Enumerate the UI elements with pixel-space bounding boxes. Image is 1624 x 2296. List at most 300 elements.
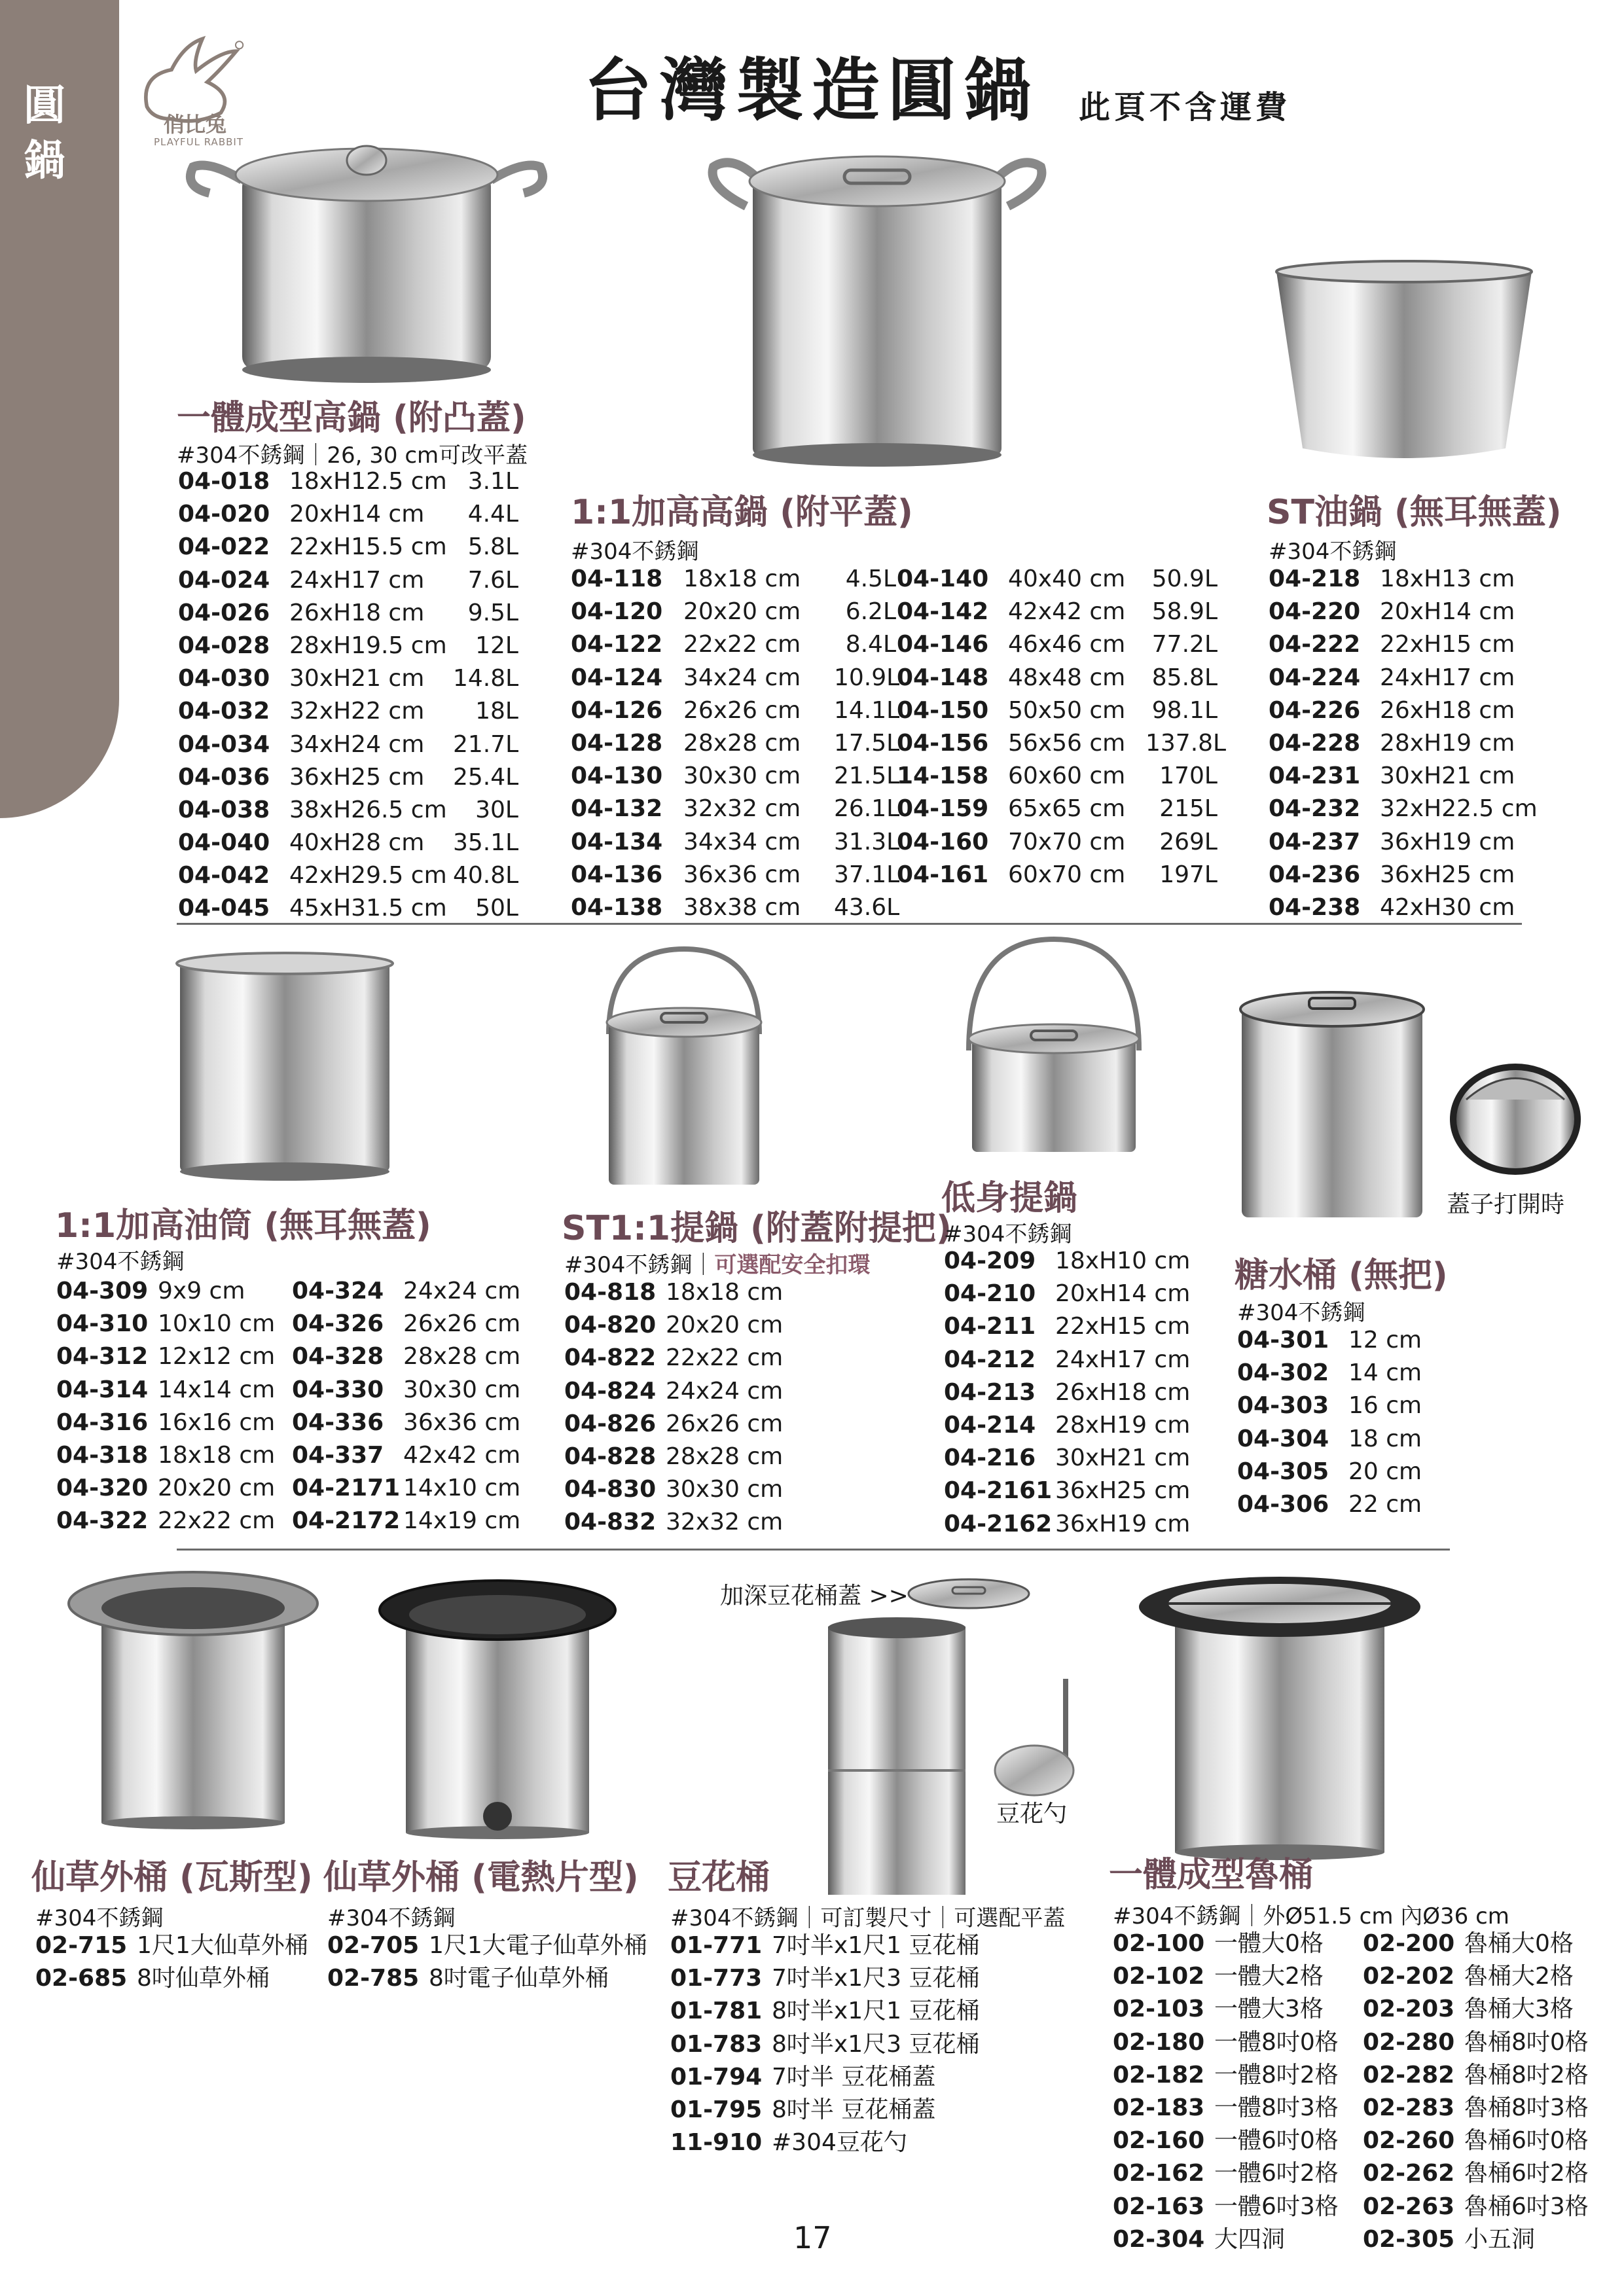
product-spec: 36x36 cm xyxy=(683,861,801,888)
product-row xyxy=(571,826,900,859)
section-meta: #304不銹鋼 xyxy=(56,1249,185,1275)
product-spec: 魯桶6吋0格 xyxy=(1464,2127,1589,2155)
product-list xyxy=(56,1275,289,1538)
product-row xyxy=(178,531,518,564)
product-row xyxy=(1237,1357,1453,1390)
product-spec: 18xH12.5 cm xyxy=(289,468,447,495)
product-row xyxy=(178,794,518,827)
section-meta: #304不銹鋼 xyxy=(35,1905,164,1931)
product-row xyxy=(944,1245,1212,1278)
product-volume: 37.1L xyxy=(834,861,900,888)
product-code: 14-158 xyxy=(897,762,989,790)
product-code: 04-132 xyxy=(571,795,663,823)
product-spec: 42xH29.5 cm xyxy=(289,862,447,889)
product-spec: 60x60 cm xyxy=(1008,762,1126,790)
product-spec: 22x22 cm xyxy=(683,631,801,658)
product-row xyxy=(292,1505,534,1537)
product-code: 02-100 xyxy=(1113,1930,1205,1957)
product-row xyxy=(1363,1928,1615,1960)
product-code: 01-771 xyxy=(670,1932,763,1959)
product-spec: 28x28 cm xyxy=(683,729,801,757)
product-volume: 21.7L xyxy=(453,730,519,758)
product-spec: 24xH17 cm xyxy=(1380,664,1515,691)
product-code: 04-142 xyxy=(897,598,989,626)
product-code: 02-183 xyxy=(1113,2094,1205,2121)
pot-illustration xyxy=(167,949,403,1185)
product-row xyxy=(944,1442,1212,1475)
product-row xyxy=(1363,2223,1615,2256)
product-row xyxy=(1113,2059,1358,2092)
product-spec: 36xH19 cm xyxy=(1055,1510,1191,1537)
product-row xyxy=(1363,2125,1615,2157)
product-code: 01-794 xyxy=(670,2063,763,2090)
product-row xyxy=(944,1409,1212,1442)
product-row xyxy=(178,465,518,498)
product-row xyxy=(897,826,1218,859)
product-volume: 18L xyxy=(475,698,518,725)
product-spec: 20x20 cm xyxy=(683,598,801,626)
product-volume: 269L xyxy=(1159,828,1218,855)
product-code: 04-828 xyxy=(564,1443,657,1470)
product-row xyxy=(897,859,1218,891)
product-spec: 18x18 cm xyxy=(666,1279,784,1306)
product-row xyxy=(178,597,518,630)
product-spec: 魯桶6吋2格 xyxy=(1464,2160,1589,2187)
side-tab-label: 圓鍋 xyxy=(24,82,65,185)
product-row xyxy=(564,1276,829,1309)
product-list xyxy=(564,1276,829,1539)
product-code: 04-303 xyxy=(1237,1392,1329,1420)
product-row xyxy=(897,628,1218,661)
product-code: 04-236 xyxy=(1269,861,1361,888)
product-spec: 10x10 cm xyxy=(158,1310,276,1338)
product-spec: 28x28 cm xyxy=(666,1443,784,1470)
product-row xyxy=(1269,793,1550,825)
product-spec: 36xH25 cm xyxy=(1055,1477,1191,1505)
product-code: 04-304 xyxy=(1237,1425,1329,1452)
product-spec: 40x40 cm xyxy=(1008,565,1126,592)
product-code: 04-306 xyxy=(1237,1490,1329,1518)
product-row xyxy=(897,793,1218,825)
product-code: 04-211 xyxy=(944,1313,1036,1340)
product-row xyxy=(564,1309,829,1342)
product-row xyxy=(564,1375,829,1408)
product-spec: 30x30 cm xyxy=(403,1376,521,1403)
section-title: 1:1加高高鍋 (附平蓋) xyxy=(571,493,913,532)
product-volume: 4.4L xyxy=(467,501,518,528)
product-spec: 14x19 cm xyxy=(403,1507,521,1535)
product-code: 04-231 xyxy=(1269,762,1361,790)
product-row xyxy=(56,1340,289,1373)
product-code: 04-820 xyxy=(564,1312,657,1339)
product-spec: 45xH31.5 cm xyxy=(289,895,447,922)
product-row xyxy=(944,1344,1212,1376)
product-code: 04-226 xyxy=(1269,696,1361,724)
product-spec: 一體大3格 xyxy=(1214,1996,1324,2023)
product-code: 04-337 xyxy=(292,1441,384,1469)
product-code: 04-118 xyxy=(571,565,663,592)
product-row xyxy=(1269,596,1550,628)
product-code: 04-130 xyxy=(571,762,663,790)
product-code: 04-232 xyxy=(1269,795,1361,823)
product-spec: 32xH22.5 cm xyxy=(1380,795,1538,823)
product-list xyxy=(1269,563,1550,924)
product-code: 04-040 xyxy=(178,829,270,857)
product-row xyxy=(56,1374,289,1407)
product-spec: 38xH26.5 cm xyxy=(289,796,447,823)
section-meta: #304不銹鋼 xyxy=(571,539,699,565)
product-row xyxy=(56,1505,289,1537)
product-row xyxy=(1269,694,1550,727)
product-code: 02-260 xyxy=(1363,2127,1455,2155)
product-row xyxy=(670,1962,994,1995)
product-spec: 小五洞 xyxy=(1464,2225,1536,2253)
product-code: 02-304 xyxy=(1113,2225,1205,2253)
product-spec: 30x30 cm xyxy=(683,762,801,790)
product-row xyxy=(897,662,1218,694)
product-spec: 50x50 cm xyxy=(1008,696,1126,724)
product-code: 04-312 xyxy=(56,1343,149,1371)
product-row xyxy=(1269,628,1550,661)
pot-illustration xyxy=(1136,1574,1424,1862)
product-code: 04-324 xyxy=(292,1278,384,1304)
product-spec: 26xH18 cm xyxy=(289,599,425,626)
product-row xyxy=(897,760,1218,793)
product-row xyxy=(571,628,896,661)
product-code: 04-032 xyxy=(178,698,270,725)
lid-open-icon xyxy=(1447,1060,1584,1178)
product-list xyxy=(571,563,900,924)
product-code: 04-148 xyxy=(897,664,989,691)
product-row xyxy=(292,1340,534,1373)
product-code: 02-182 xyxy=(1113,2061,1205,2089)
product-code: 02-163 xyxy=(1113,2193,1205,2220)
product-code: 02-180 xyxy=(1113,2028,1205,2056)
product-volume: 40.8L xyxy=(453,862,519,889)
logo-name: 俏比兔 xyxy=(164,112,227,137)
section-meta: #304不銹鋼 xyxy=(327,1905,456,1931)
product-volume: 21.5L xyxy=(834,762,900,790)
logo-subtitle: PLAYFUL RABBIT xyxy=(154,136,244,148)
product-spec: 18xH13 cm xyxy=(1380,565,1515,592)
product-spec: 20x20 cm xyxy=(158,1475,276,1502)
product-code: 04-238 xyxy=(1269,893,1361,921)
product-spec: 20x20 cm xyxy=(666,1312,784,1339)
product-code: 02-263 xyxy=(1363,2193,1455,2220)
product-spec: 14 cm xyxy=(1348,1359,1422,1387)
product-spec: 26x26 cm xyxy=(666,1410,784,1437)
product-code: 02-685 xyxy=(35,1965,128,1992)
product-code: 04-302 xyxy=(1237,1359,1329,1387)
product-spec: 12 cm xyxy=(1348,1327,1422,1354)
product-row xyxy=(1363,2092,1615,2125)
product-spec: 8吋仙草外桶 xyxy=(137,1965,270,1992)
product-row xyxy=(897,727,1227,760)
product-code: 04-328 xyxy=(292,1343,384,1371)
product-spec: 24xH17 cm xyxy=(1055,1346,1191,1373)
product-spec: 24x24 cm xyxy=(666,1377,784,1405)
product-spec: 14x10 cm xyxy=(403,1475,521,1502)
product-code: 04-146 xyxy=(897,631,989,658)
product-spec: 26x26 cm xyxy=(683,696,801,724)
product-row xyxy=(35,1929,314,1962)
product-spec: 26x26 cm xyxy=(403,1310,521,1338)
product-code: 04-128 xyxy=(571,729,663,757)
section-meta: #304不銹鋼｜26, 30 cm可改平蓋 xyxy=(177,442,528,469)
ladle-caption: 豆花勺 xyxy=(996,1801,1068,1827)
product-code: 04-220 xyxy=(1269,598,1361,626)
product-spec: 18 cm xyxy=(1348,1425,1422,1452)
product-spec: 22 cm xyxy=(1348,1490,1422,1518)
pot-illustration xyxy=(376,1574,619,1842)
product-spec: 1尺1大仙草外桶 xyxy=(137,1932,308,1959)
page-title: 台灣製造圓鍋 xyxy=(584,50,1040,130)
product-volume: 14.8L xyxy=(453,665,519,692)
product-volume: 215L xyxy=(1159,795,1218,823)
section-meta-text: #304不銹鋼｜ xyxy=(564,1252,715,1278)
product-spec: 一體8吋2格 xyxy=(1214,2061,1339,2089)
product-volume: 85.8L xyxy=(1151,664,1218,691)
product-list xyxy=(1363,1928,1615,2256)
product-row xyxy=(1269,727,1550,760)
section-meta-option: 可選配安全扣環 xyxy=(714,1252,871,1278)
product-row xyxy=(1237,1423,1453,1456)
product-code: 04-018 xyxy=(178,468,270,495)
product-spec: 8吋電子仙草外桶 xyxy=(429,1965,609,1992)
product-spec: 20xH14 cm xyxy=(1055,1280,1191,1308)
product-row xyxy=(564,1441,829,1473)
product-code: 04-222 xyxy=(1269,631,1361,658)
product-code: 04-301 xyxy=(1237,1327,1329,1354)
product-row xyxy=(178,695,518,728)
product-code: 04-138 xyxy=(571,893,663,921)
product-code: 04-134 xyxy=(571,828,663,855)
product-code: 02-262 xyxy=(1363,2160,1455,2187)
product-spec: 18x18 cm xyxy=(683,565,801,592)
product-volume: 50L xyxy=(475,895,518,922)
product-list xyxy=(35,1929,314,1995)
product-row xyxy=(35,1962,314,1995)
product-code: 04-126 xyxy=(571,696,663,724)
product-row xyxy=(1269,760,1550,793)
product-list xyxy=(944,1245,1212,1541)
product-row xyxy=(564,1506,829,1539)
product-code: 04-210 xyxy=(944,1280,1036,1308)
product-code: 04-022 xyxy=(178,533,270,561)
section-title: 一體成型高鍋 (附凸蓋) xyxy=(177,399,526,438)
section-meta: #304不銹鋼 xyxy=(1269,539,1397,565)
lid-icon xyxy=(907,1574,1031,1610)
product-code: 04-310 xyxy=(56,1310,149,1338)
product-spec: 22x22 cm xyxy=(666,1344,784,1372)
product-spec: 36xH19 cm xyxy=(1380,828,1515,855)
product-spec: 7吋半 豆花桶蓋 xyxy=(772,2063,936,2090)
product-list xyxy=(178,465,518,925)
product-row xyxy=(564,1342,829,1374)
product-code: 04-160 xyxy=(897,828,989,855)
product-row xyxy=(178,827,518,859)
product-code: 02-280 xyxy=(1363,2028,1455,2056)
product-row xyxy=(1363,2026,1615,2059)
ladle-icon xyxy=(988,1672,1087,1803)
tofu-lid-caption: 加深豆花桶蓋 >> xyxy=(720,1583,909,1609)
product-volume: 6.2L xyxy=(845,598,896,626)
product-row xyxy=(571,694,900,727)
product-spec: 38x38 cm xyxy=(683,893,801,921)
product-code: 04-034 xyxy=(178,730,270,758)
product-spec: 魯桶8吋0格 xyxy=(1464,2028,1589,2056)
product-row xyxy=(178,498,518,531)
product-row xyxy=(1269,826,1550,859)
product-spec: 一體6吋2格 xyxy=(1214,2160,1339,2187)
product-row xyxy=(1269,563,1550,596)
product-row xyxy=(1269,859,1550,891)
product-row xyxy=(1237,1324,1453,1357)
product-code: 04-120 xyxy=(571,598,663,626)
product-list xyxy=(897,563,1227,891)
product-code: 04-209 xyxy=(944,1247,1036,1274)
product-row xyxy=(1113,2157,1358,2190)
section-title: ST1:1提鍋 (附蓋附提把) xyxy=(562,1209,952,1248)
product-spec: 魯桶6吋3格 xyxy=(1464,2193,1589,2220)
product-code: 04-161 xyxy=(897,861,989,888)
product-code: 04-122 xyxy=(571,631,663,658)
product-volume: 3.1L xyxy=(467,468,518,495)
product-spec: 16 cm xyxy=(1348,1392,1422,1420)
product-row xyxy=(571,727,900,760)
product-volume: 10.9L xyxy=(834,664,900,691)
product-spec: 一體8吋3格 xyxy=(1214,2094,1339,2121)
product-code: 04-2172 xyxy=(292,1507,401,1535)
product-row xyxy=(178,728,518,761)
product-row xyxy=(1113,2191,1358,2223)
section-meta: #304不銹鋼 xyxy=(944,1221,1072,1247)
product-spec: 一體大2格 xyxy=(1214,1963,1324,1990)
product-code: 04-030 xyxy=(178,665,270,692)
product-spec: 32xH22 cm xyxy=(289,698,425,725)
product-row xyxy=(56,1439,289,1472)
product-code: 04-832 xyxy=(564,1509,657,1536)
product-volume: 50.9L xyxy=(1151,565,1218,592)
section-title: 1:1加高油筒 (無耳無蓋) xyxy=(55,1206,431,1246)
product-code: 04-826 xyxy=(564,1410,657,1437)
product-row xyxy=(292,1407,534,1439)
product-code: 04-156 xyxy=(897,729,989,757)
product-spec: 60x70 cm xyxy=(1008,861,1126,888)
product-volume: 98.1L xyxy=(1151,696,1218,724)
product-code: 02-202 xyxy=(1363,1963,1455,1990)
product-code: 04-136 xyxy=(571,861,663,888)
product-spec: 36x36 cm xyxy=(403,1408,521,1436)
product-spec: 魯桶大3格 xyxy=(1464,1996,1574,2023)
product-code: 04-036 xyxy=(178,763,270,791)
product-row xyxy=(571,662,900,694)
product-spec: 魯桶8吋2格 xyxy=(1464,2061,1589,2089)
product-list xyxy=(670,1929,994,2159)
product-list xyxy=(327,1929,645,1995)
product-volume: 77.2L xyxy=(1151,631,1218,658)
product-code: 04-326 xyxy=(292,1310,384,1338)
product-volume: 170L xyxy=(1159,762,1218,790)
product-row xyxy=(327,1962,645,1995)
product-code: 04-214 xyxy=(944,1411,1036,1439)
pot-illustration xyxy=(956,933,1152,1162)
product-row xyxy=(178,761,518,794)
product-list xyxy=(1113,1928,1358,2256)
product-spec: 26xH18 cm xyxy=(1055,1378,1191,1406)
product-spec: 40xH28 cm xyxy=(289,829,425,857)
product-spec: 22xH15 cm xyxy=(1055,1313,1191,1340)
product-code: 04-237 xyxy=(1269,828,1361,855)
title-note: 此頁不含運費 xyxy=(1079,89,1291,126)
product-code: 04-824 xyxy=(564,1377,657,1405)
product-row xyxy=(1237,1390,1453,1422)
product-code: 04-216 xyxy=(944,1444,1036,1472)
product-spec: 14x14 cm xyxy=(158,1376,276,1403)
product-spec: 9x9 cm xyxy=(158,1278,245,1304)
product-code: 04-150 xyxy=(897,696,989,724)
product-spec: 20xH14 cm xyxy=(289,501,425,528)
product-spec: 7吋半x1尺1 豆花桶 xyxy=(772,1932,980,1959)
product-spec: 大四洞 xyxy=(1214,2225,1286,2253)
product-row xyxy=(571,859,900,891)
product-row xyxy=(1113,1960,1358,1993)
product-row xyxy=(1113,2026,1358,2059)
product-spec: 28xH19 cm xyxy=(1380,729,1515,757)
product-row xyxy=(292,1308,534,1340)
pot-illustration xyxy=(815,1613,979,1901)
product-row xyxy=(670,2028,994,2061)
product-volume: 58.9L xyxy=(1151,598,1218,626)
page-number: 17 xyxy=(793,2220,832,2255)
product-row xyxy=(670,1929,994,1962)
product-spec: 28xH19 cm xyxy=(1055,1411,1191,1439)
product-code: 02-103 xyxy=(1113,1996,1205,2023)
product-row xyxy=(292,1374,534,1407)
product-row xyxy=(292,1275,534,1308)
product-code: 01-795 xyxy=(670,2096,763,2123)
product-code: 04-330 xyxy=(292,1376,384,1403)
product-row xyxy=(1363,1993,1615,2026)
product-code: 02-283 xyxy=(1363,2094,1455,2121)
product-volume: 4.5L xyxy=(845,565,896,592)
product-spec: 魯桶8吋3格 xyxy=(1464,2094,1589,2121)
product-spec: 一體8吋0格 xyxy=(1214,2028,1339,2056)
product-code: 02-785 xyxy=(327,1965,420,1992)
section-title: 仙草外桶 (瓦斯型) xyxy=(31,1858,313,1897)
product-spec: 30xH21 cm xyxy=(1055,1444,1191,1472)
product-code: 04-2171 xyxy=(292,1475,401,1502)
product-code: 04-042 xyxy=(178,862,270,889)
section-meta: #304不銹鋼｜外Ø51.5 cm 內Ø36 cm xyxy=(1113,1903,1509,1929)
product-spec: 24x24 cm xyxy=(403,1278,521,1304)
section-divider xyxy=(177,1549,1450,1551)
product-code: 02-160 xyxy=(1113,2127,1205,2155)
product-row xyxy=(1363,2157,1615,2190)
product-row xyxy=(1269,891,1550,924)
product-code: 02-203 xyxy=(1363,1996,1455,2023)
product-row xyxy=(571,563,896,596)
product-spec: 46x46 cm xyxy=(1008,631,1126,658)
product-spec: 36xH25 cm xyxy=(1380,861,1515,888)
product-code: 04-322 xyxy=(56,1507,149,1535)
product-row xyxy=(1363,2191,1615,2223)
product-code: 02-162 xyxy=(1113,2160,1205,2187)
product-row xyxy=(1113,2092,1358,2125)
product-code: 04-020 xyxy=(178,501,270,528)
product-volume: 43.6L xyxy=(834,893,900,921)
product-spec: 一體大0格 xyxy=(1214,1930,1324,1957)
